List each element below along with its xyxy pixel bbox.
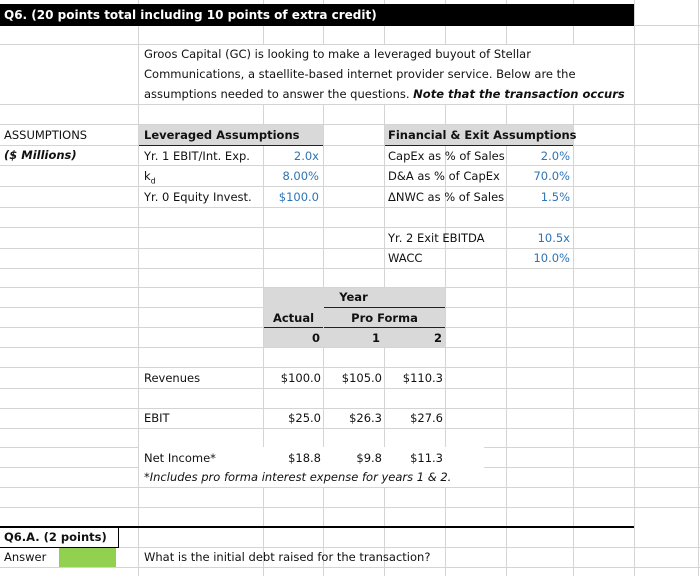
- year-1: 1: [371, 331, 380, 345]
- financial-row-value: 70.0%: [533, 169, 570, 183]
- answer-label: Answer: [4, 550, 47, 564]
- actual-header: Actual: [272, 311, 315, 325]
- kd-main: k: [144, 169, 151, 183]
- grid-row-line: [0, 124, 700, 125]
- revenues-value-2: $110.3: [402, 371, 443, 385]
- leveraged-row-label: [144, 166, 156, 186]
- financial-row-label: D&A as % of CapEx: [388, 169, 500, 183]
- intro-line-2: Communications, a staellite-based internet provider service. Below are the: [144, 67, 576, 81]
- financial-row-value: 2.0%: [540, 149, 570, 163]
- grid-row-line: [0, 507, 700, 508]
- leveraged-row-value: $100.0: [278, 190, 319, 204]
- leveraged-row-label: Yr. 0 Equity Invest.: [144, 190, 252, 204]
- ebit-label: EBIT: [144, 411, 170, 425]
- financial-row-value: 10.0%: [533, 251, 570, 265]
- grid-row-line: [0, 104, 700, 105]
- grid-row-line: [0, 227, 700, 228]
- revenues-label: Revenues: [144, 371, 201, 385]
- grid-row-line: [0, 165, 700, 166]
- grid-column-line: [698, 0, 699, 576]
- leveraged-row-value: 2.0x: [293, 149, 319, 163]
- financial-row-label: CapEx as % of Sales: [388, 149, 505, 163]
- grid-row-line: [0, 487, 700, 488]
- grid-row-line: [0, 248, 700, 249]
- ebit-value-0: $25.0: [288, 411, 321, 425]
- financial-row-label: WACC: [388, 251, 423, 265]
- intro-line-3-text: assumptions needed to answer the questions.: [144, 87, 414, 101]
- financial-row-label: ΔNWC as % of Sales: [388, 190, 505, 204]
- grid-row-line: [0, 268, 700, 269]
- q6a-question: What is the initial debt raised for the transaction?: [144, 550, 431, 564]
- year-header: Year: [339, 290, 368, 304]
- net-income-footnote: *Includes pro forma interest expense for years 1 & 2.: [144, 470, 452, 484]
- intro-emphasis: Note that the transaction occurs: [413, 87, 625, 101]
- assumptions-units: ($ Millions): [4, 148, 77, 162]
- financial-row-value: 10.5x: [537, 231, 570, 245]
- leveraged-row-value: 8.00%: [282, 169, 319, 183]
- assumptions-label: ASSUMPTIONS: [4, 128, 88, 142]
- kd-subscript: d: [150, 176, 156, 186]
- proforma-header: Pro Forma: [351, 311, 418, 325]
- grid-row-line: [0, 567, 700, 568]
- leveraged-row-label: Yr. 1 EBIT/Int. Exp.: [144, 149, 250, 163]
- answer-input-cell[interactable]: [59, 548, 116, 567]
- financial-header: Financial & Exit Assumptions: [388, 128, 577, 142]
- question-title: Q6. (20 points total including 10 points of extra credit): [4, 8, 377, 22]
- year-2: 2: [433, 331, 442, 345]
- net-income-value-2: $11.3: [410, 451, 443, 465]
- ebit-value-1: $26.3: [349, 411, 382, 425]
- revenues-value-0: $100.0: [280, 371, 321, 385]
- grid-row-line: [0, 207, 700, 208]
- grid-row-line: [0, 186, 700, 187]
- financial-row-value: 1.5%: [540, 190, 570, 204]
- net-income-label: Net Income*: [144, 451, 216, 465]
- intro-line-1: Groos Capital (GC) is looking to make a leveraged buyout of Stellar: [144, 47, 531, 61]
- q6a-title: Q6.A. (2 points): [4, 530, 107, 544]
- intro-line-3: [144, 84, 625, 104]
- net-income-value-0: $18.8: [288, 451, 321, 465]
- net-income-value-1: $9.8: [356, 451, 382, 465]
- year-0: 0: [311, 331, 320, 345]
- grid-row-line: [0, 145, 700, 146]
- question-title-bar: [0, 4, 634, 26]
- revenues-value-1: $105.0: [341, 371, 382, 385]
- grid-row-line: [0, 428, 700, 429]
- grid-row-line: [0, 388, 700, 389]
- financial-row-label: Yr. 2 Exit EBITDA: [388, 231, 485, 245]
- ebit-value-2: $27.6: [410, 411, 443, 425]
- leveraged-header: Leveraged Assumptions: [144, 128, 300, 142]
- grid-column-line: [634, 0, 635, 576]
